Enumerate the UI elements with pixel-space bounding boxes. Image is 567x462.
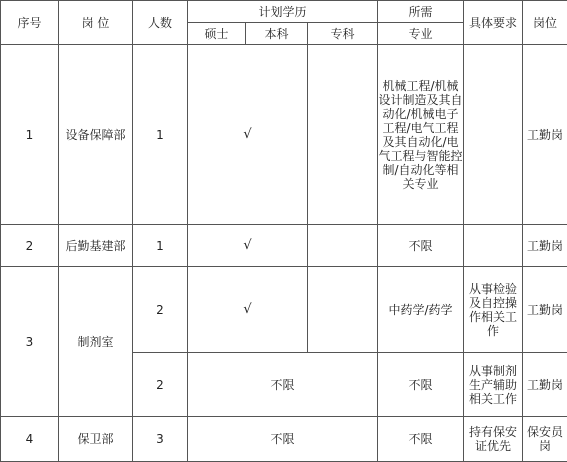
row-dept: 制剂室: [59, 267, 133, 417]
header-count: 人数: [133, 1, 188, 45]
check-mark-icon: √: [188, 267, 308, 353]
requirement-line: 证优先: [464, 439, 522, 453]
row-major: 不限: [378, 225, 464, 267]
major-line: 制/自动化等相: [378, 163, 463, 177]
requirement-line: 作相关工: [464, 310, 522, 324]
row-position: 工勤岗: [523, 45, 567, 225]
header-seq: 序号: [1, 1, 59, 45]
requirement-line: 相关工作: [464, 392, 522, 406]
row-count: 1: [133, 225, 188, 267]
row-major: 中药学/药学: [378, 267, 464, 353]
requirement-line: 及自控操: [464, 296, 522, 310]
requirement-line: 从事检验: [464, 282, 522, 296]
row-requirements: [464, 353, 523, 417]
row-position: 工勤岗: [523, 225, 567, 267]
row-edu-college: [308, 267, 378, 353]
row-edu-college: [308, 45, 378, 225]
major-line: 关专业: [378, 177, 463, 191]
table-row: [1, 225, 567, 267]
row-seq: 2: [1, 225, 59, 267]
table-row: [1, 417, 567, 462]
major-line: 及其自动化/电: [378, 135, 463, 149]
row-count: 3: [133, 417, 188, 462]
requirement-line: 作: [464, 324, 522, 338]
row-requirements: [464, 45, 523, 225]
check-mark-icon: √: [188, 225, 308, 267]
requirement-line: 生产辅助: [464, 378, 522, 392]
requirement-line: 从事制剂: [464, 364, 522, 378]
major-line: 机械工程/机械: [378, 79, 463, 93]
header-edu-college: 专科: [308, 23, 378, 45]
row-position: 工勤岗: [523, 353, 567, 417]
header-edu-bachelor: 本科: [246, 23, 308, 45]
row-major: 不限: [378, 353, 464, 417]
row-seq: 4: [1, 417, 59, 462]
row-major: 不限: [378, 417, 464, 462]
header-requirements: 具体要求: [464, 1, 523, 45]
requirement-line: 持有保安: [464, 425, 522, 439]
table-row: [1, 45, 567, 225]
row-dept: 保卫部: [59, 417, 133, 462]
row-count: 2: [133, 353, 188, 417]
header-dept: 岗 位: [59, 1, 133, 45]
major-line: 设计制造及其自: [378, 93, 463, 107]
header-plan-edu: 计划学历: [188, 1, 378, 23]
header-row-1: [1, 1, 567, 23]
check-mark-icon: √: [188, 45, 308, 225]
row-count: 2: [133, 267, 188, 353]
row-edu: 不限: [188, 417, 378, 462]
row-major: [378, 45, 464, 225]
row-dept: 后勤基建部: [59, 225, 133, 267]
major-line: 动化/机械电子: [378, 107, 463, 121]
header-major: 专业: [378, 23, 464, 45]
row-requirements: [464, 417, 523, 462]
table-row: [1, 267, 567, 353]
major-line: 工程/电气工程: [378, 121, 463, 135]
header-position: 岗位: [523, 1, 567, 45]
row-seq: 3: [1, 267, 59, 417]
header-required: 所需: [378, 1, 464, 23]
row-position: 工勤岗: [523, 267, 567, 353]
row-requirements: [464, 267, 523, 353]
header-edu-master: 硕士: [188, 23, 246, 45]
row-dept: 设备保障部: [59, 45, 133, 225]
row-position: 保安员岗: [523, 417, 567, 462]
row-seq: 1: [1, 45, 59, 225]
row-edu: 不限: [188, 353, 378, 417]
row-edu-college: [308, 225, 378, 267]
major-line: 气工程与智能控: [378, 149, 463, 163]
row-requirements: [464, 225, 523, 267]
row-count: 1: [133, 45, 188, 225]
